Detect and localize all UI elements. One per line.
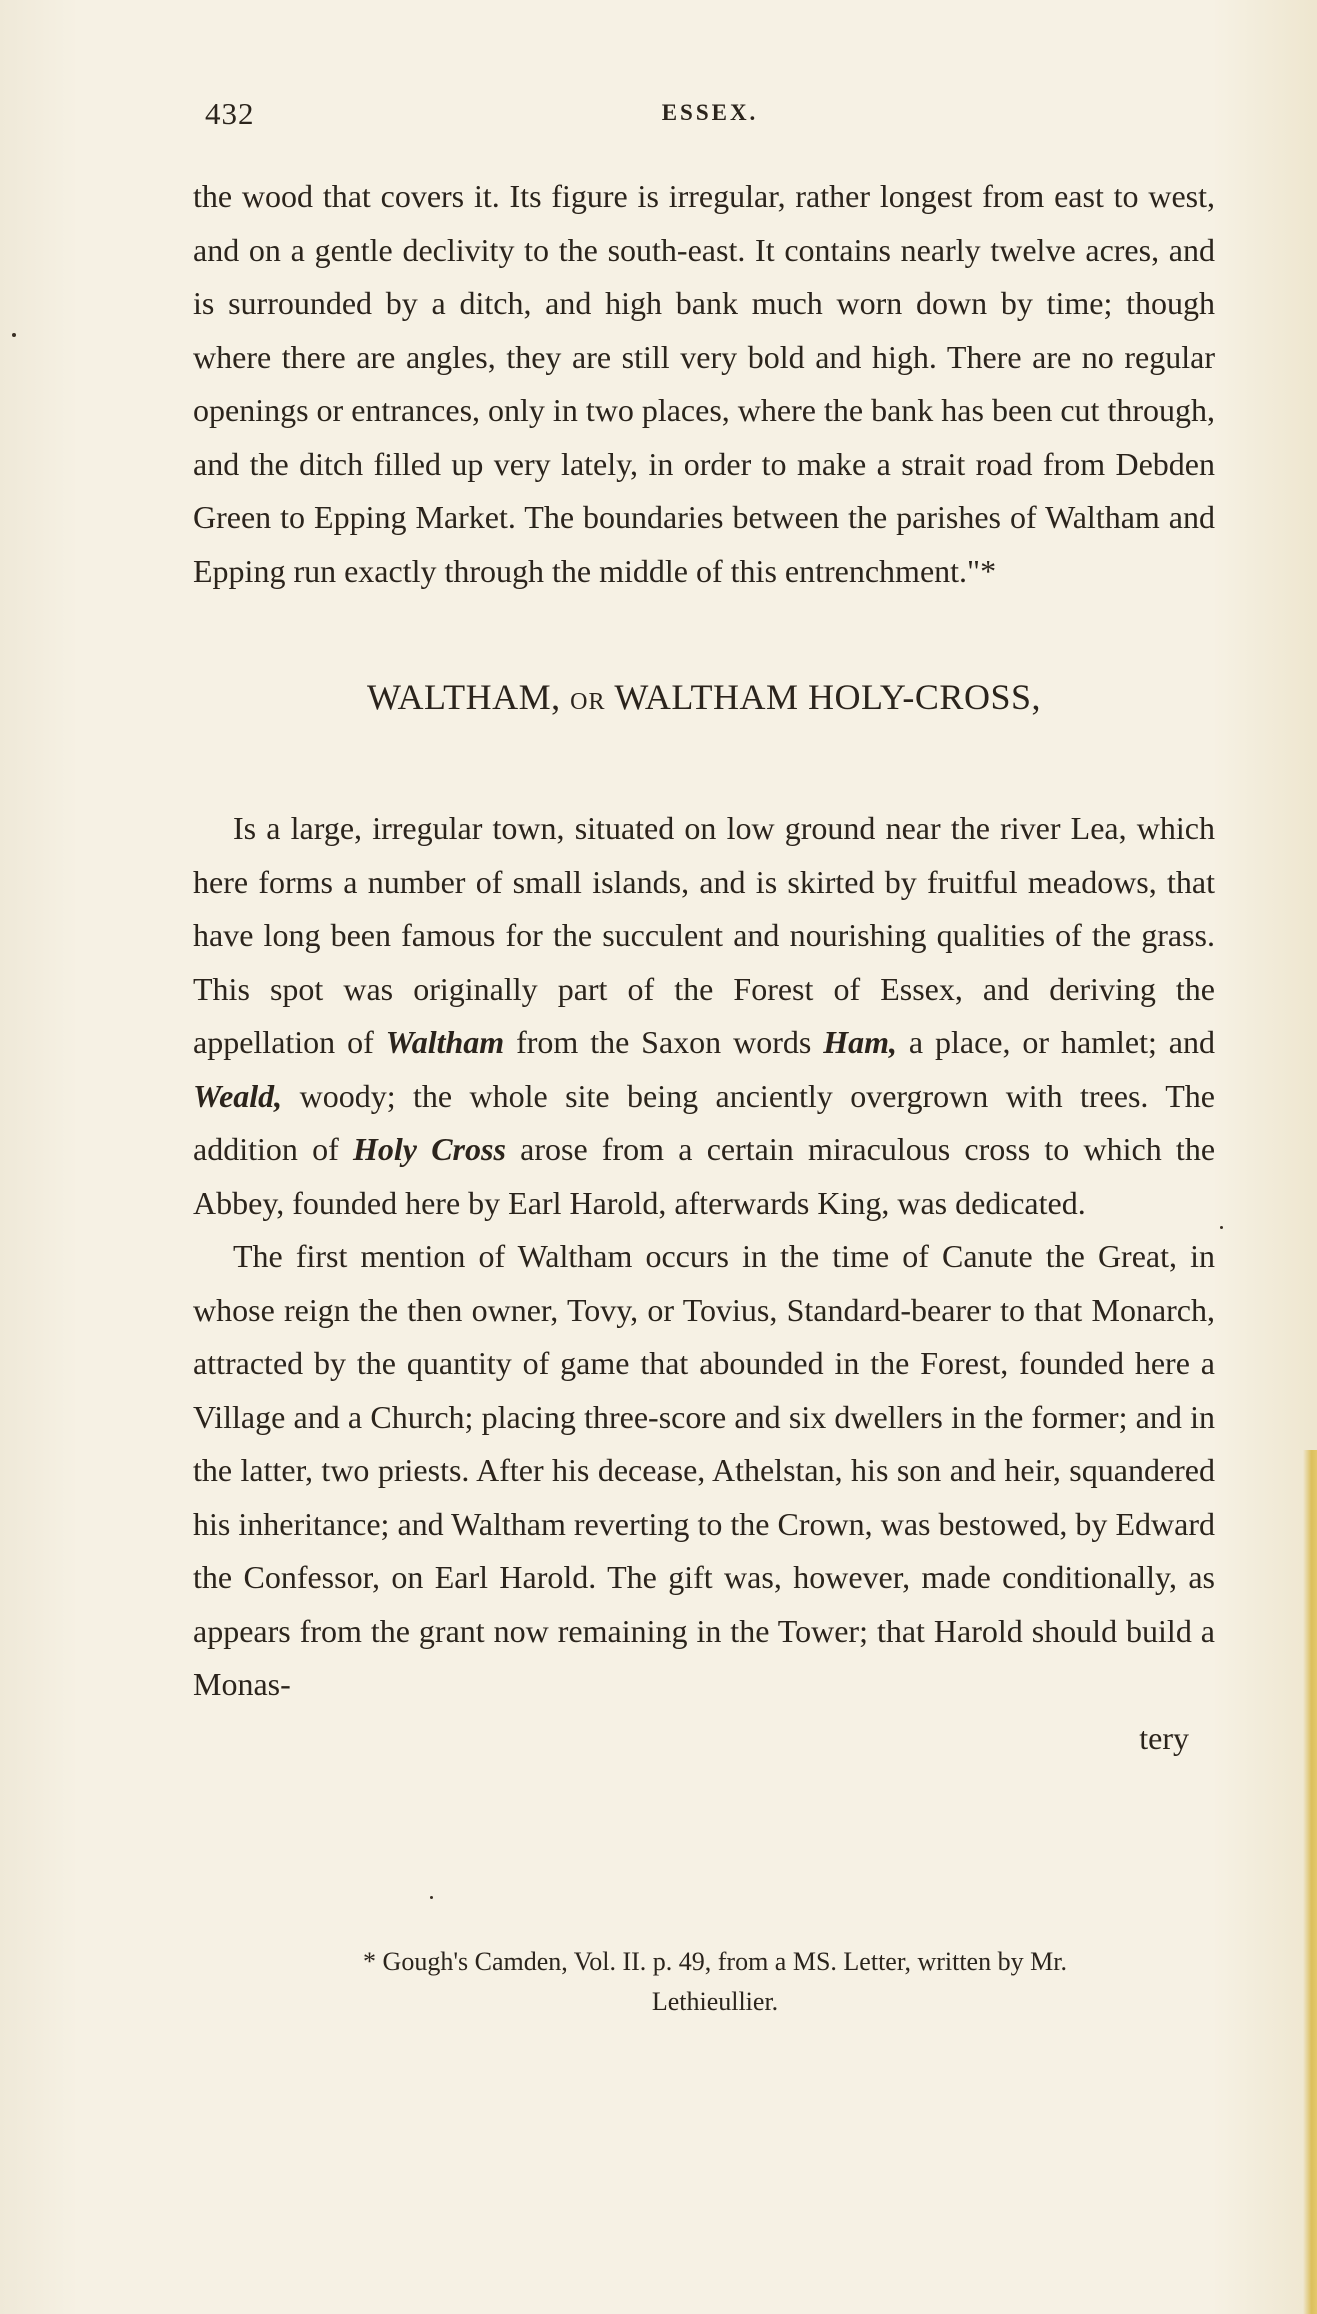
paragraph-history: The first mention of Waltham occurs in the time of Canute the Great, in whose reign the then owner, Tovy, or Tovius, Standard-bearer to that Monarch, attracted by the quantity of game that abounded in the Forest, founded here a Village and a Church; placing three-score and six dwellers in the former; and in the latter, two priests. After his decease, Athelstan, his son and heir, squandered his inheritance; and Waltham reverting to the Crown, was bestowed, by Edward the Confessor, on Earl Harold. The gift was, however, made conditionally, as appears from the grant now remaining in the Tower; that Harold should build a Monas- — [193, 1238, 1215, 1702]
heading-part-2: WALTHAM HOLY-CROSS, — [614, 677, 1041, 717]
italic-weald: Weald, — [193, 1077, 283, 1114]
heading-part-1: WALTHAM, — [367, 677, 561, 717]
page-header — [205, 96, 1215, 136]
catchword: tery — [1139, 1719, 1189, 1756]
main-text — [193, 170, 1215, 1765]
paragraph-description: Is a large, irregular town, situated on low ground near the river Lea, which here forms a number of small islands, and is skirted by fruitful meadows, that have long been famous for the succulent and nourishing qualities of the grass. This spot was originally part of the Forest of Essex, and deriving the appellation of Waltham from the Saxon words Ham, a place, or hamlet; and Weald, woody; the whole site being anciently overgrown with trees. The addition of Holy Cross arose from a certain miraculous cross to which the Abbey, founded here by Earl Harold, afterwards King, was dedicated. — [193, 810, 1216, 1221]
ink-speck — [430, 1896, 433, 1899]
page-edge-gilt — [1303, 1450, 1317, 2314]
italic-ham: Ham, — [823, 1024, 897, 1060]
italic-waltham: Waltham — [385, 1024, 505, 1060]
italic-holy-cross: Holy Cross — [352, 1131, 506, 1167]
footnote-line-2: Lethieullier. — [651, 1987, 779, 2016]
page-number: 432 — [205, 96, 255, 131]
ink-speck — [12, 333, 16, 337]
footnote — [235, 1942, 1195, 2022]
footnote-line-1: * Gough's Camden, Vol. II. p. 49, from a MS. Letter, written by Mr. — [363, 1947, 1067, 1976]
paragraph-continuation: the wood that covers it. Its figure is irregular, rather longest from east to west, and on a gentle declivity to the south-east. It contains nearly twelve acres, and is surrounded by a ditch, and high bank much worn down by time; though where there are angles, they are still very bold and high. There are no regular openings or entrances, only in two places, where the bank has been cut through, and the ditch filled up very lately, in order to make a strait road from Debden Green to Epping Market. The boundaries between the parishes of Waltham and Epping run exactly through the middle of this entrenchment."* — [193, 178, 1215, 589]
running-head: ESSEX. — [661, 100, 759, 125]
section-heading — [193, 677, 1215, 722]
ink-speck — [1220, 1226, 1223, 1229]
heading-or: OR — [570, 689, 606, 715]
